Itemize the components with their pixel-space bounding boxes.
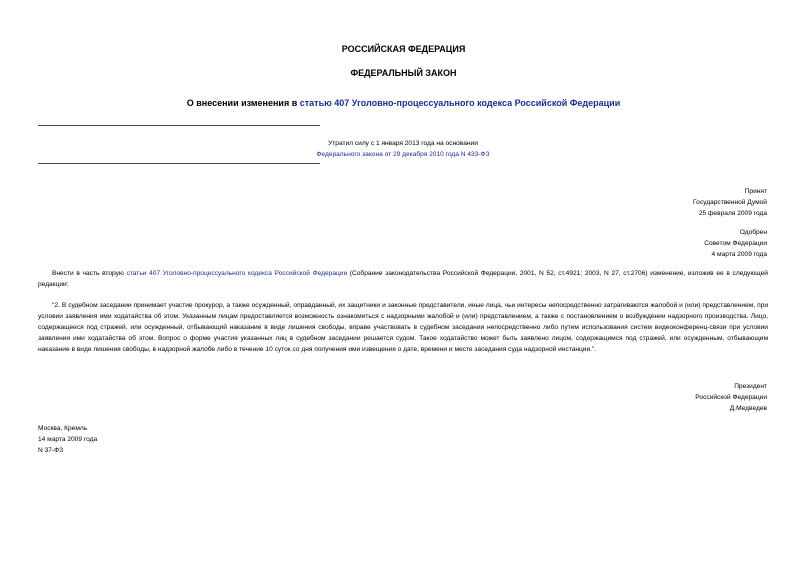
place-date-block — [38, 423, 97, 456]
approved-block — [704, 227, 767, 260]
approved-body: Советом Федерации — [704, 240, 767, 247]
repeal-law-link[interactable]: Федерального закона от 29 декабря 2010 года N 433-ФЗ — [316, 151, 490, 158]
country-heading: РОССИЙСКАЯ ФЕДЕРАЦИЯ — [341, 44, 466, 54]
amendment-paragraph — [38, 268, 768, 290]
repeal-note: Утратил силу с 1 января 2013 года на основании — [328, 140, 478, 147]
adopted-label: Принят — [744, 188, 767, 195]
place: Москва, Кремль — [38, 425, 88, 432]
signature-name: Д.Медведев — [729, 405, 767, 412]
signature-country: Российской Федерации — [695, 394, 767, 401]
signing-date: 14 марта 2009 года — [38, 436, 98, 443]
adopted-body: Государственной Думой — [693, 199, 767, 206]
divider-top — [38, 125, 320, 126]
approved-label: Одобрен — [739, 229, 767, 236]
signature-block — [695, 381, 767, 414]
article-407-link[interactable]: статью 407 Уголовно-процессуального кодекса Российской Федерации — [299, 98, 621, 108]
amendment-prefix: Внести в часть вторую — [52, 270, 127, 277]
doc-type-heading: ФЕДЕРАЛЬНЫЙ ЗАКОН — [350, 68, 457, 78]
article-407-body-link[interactable]: статьи 407 Уголовно-процессуального кодекса Российской Федерации — [126, 270, 348, 277]
adopted-date: 25 февраля 2009 года — [698, 210, 767, 217]
signature-title: Президент — [734, 383, 767, 390]
new-wording-paragraph: "2. В судебном заседании принимает участие прокурор, а также осужденный, оправданный, их защитники и законные представители, иные лица, чьи интересы непосредственно затрагиваются жалобой и (или) представлением, при условии заявления ими ходатайства об этом. Указанным лицам предоставляется возможность ознакомиться с надзорными жалобой и (или) представлением, а также с постановлением о возбуждении надзорного производства. Лицо, содержащееся под стражей, или осужденный, отбывающий наказание в виде лишения свободы, вправе участвовать в судебном заседании непосредственно либо путем использования систем видеоконференц-связи при условии заявления ими ходатайства об этом. Вопрос о форме участия указанных лиц в судебном заседании решается судом. Такое ходатайство может быть заявлено лицом, содержащимся под стражей, или осужденным, отбывающим наказание в виде лишения свободы, в надзорной жалобе либо в течение 10 суток со дня получения ими извещения о дате, времени и месте заседания суда надзорной инстанции.". — [38, 302, 768, 353]
law-title — [0, 98, 807, 108]
adopted-block — [693, 186, 767, 219]
law-title-prefix: О внесении изменения в — [186, 98, 300, 108]
divider-bottom — [38, 163, 320, 164]
amendment-suffix: (Собрание законодательства Российской Федерации, 2001, N 52, ст.4921; 2003, N 27, ст.2706) изменение, изложив ее в следующей редакции: — [38, 270, 768, 288]
approved-date: 4 марта 2009 года — [711, 251, 767, 258]
law-number: N 37-ФЗ — [38, 447, 64, 454]
